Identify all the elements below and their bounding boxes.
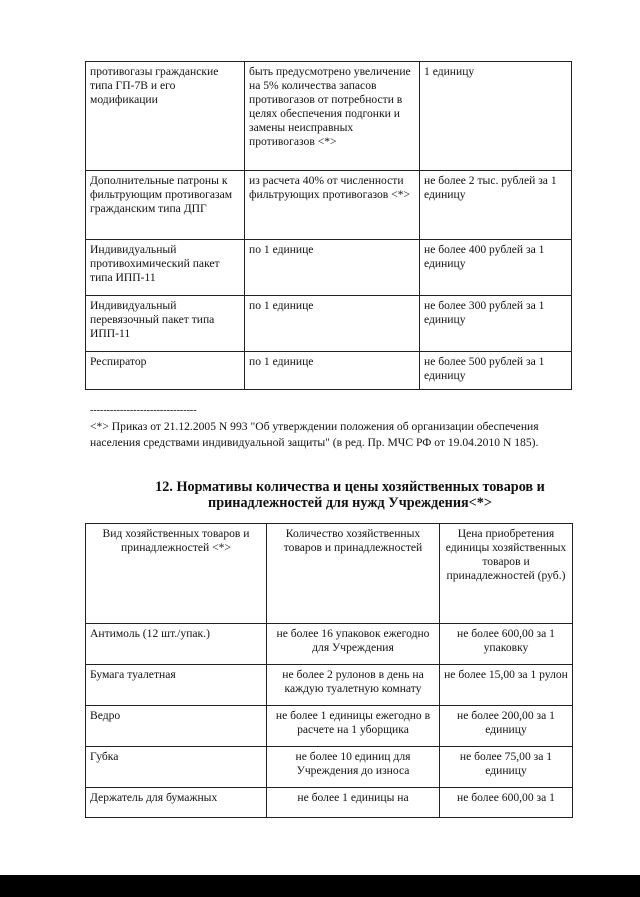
- table-row: [86, 352, 572, 390]
- item-name-cell: Бумага туалетная: [86, 665, 267, 706]
- scan-edge-bar: [0, 875, 640, 897]
- item-name-cell: Индивидуальный перевязочный пакет типа ИПП-11: [86, 296, 245, 352]
- ppe-norms-table: [85, 61, 572, 390]
- quantity-cell: по 1 единице: [245, 352, 420, 390]
- price-cell: 1 единицу: [420, 62, 572, 171]
- table-row: [86, 624, 573, 665]
- price-cell: не более 300 рублей за 1 единицу: [420, 296, 572, 352]
- quantity-cell: по 1 единице: [245, 296, 420, 352]
- item-name-cell: Ведро: [86, 706, 267, 747]
- price-cell: не более 400 рублей за 1 единицу: [420, 240, 572, 296]
- item-name-cell: Держатель для бумажных: [86, 788, 267, 818]
- quantity-cell: не более 1 единицы на: [267, 788, 440, 818]
- item-name-cell: Губка: [86, 747, 267, 788]
- column-header-quantity: Количество хозяйственных товаров и принадлежностей: [267, 524, 440, 624]
- table-row: [86, 747, 573, 788]
- table-row: [86, 788, 573, 818]
- table-row: [86, 665, 573, 706]
- quantity-cell: по 1 единице: [245, 240, 420, 296]
- quantity-cell: не более 16 упаковок ежегодно для Учреждения: [267, 624, 440, 665]
- column-header-item: Вид хозяйственных товаров и принадлежностей <*>: [86, 524, 267, 624]
- price-cell: не более 600,00 за 1 упаковку: [440, 624, 573, 665]
- table-row: [86, 62, 572, 171]
- price-cell: не более 200,00 за 1 единицу: [440, 706, 573, 747]
- household-goods-table: [85, 523, 573, 818]
- quantity-cell: не более 10 единиц для Учреждения до износа: [267, 747, 440, 788]
- price-cell: не более 75,00 за 1 единицу: [440, 747, 573, 788]
- section-heading: 12. Нормативы количества и цены хозяйственных товаров и принадлежностей для нужд Учреждения<*>: [155, 479, 545, 511]
- price-cell: не более 2 тыс. рублей за 1 единицу: [420, 171, 572, 240]
- footnote-separator: --------------------------------: [90, 405, 197, 416]
- price-cell: не более 500 рублей за 1 единицу: [420, 352, 572, 390]
- item-name-cell: Индивидуальный противохимический пакет типа ИПП-11: [86, 240, 245, 296]
- footnote-text: <*> Приказ от 21.12.2005 N 993 "Об утверждении положения об организации обеспечения населения средствами индивидуальной защиты" (в ред. Пр. МЧС РФ от 19.04.2010 N 185).: [90, 420, 539, 449]
- price-cell: не более 15,00 за 1 рулон: [440, 665, 573, 706]
- item-name-cell: Дополнительные патроны к фильтрующим противогазам гражданским типа ДПГ: [86, 171, 245, 240]
- quantity-cell: не более 1 единицы ежегодно в расчете на 1 уборщика: [267, 706, 440, 747]
- price-cell: не более 600,00 за 1: [440, 788, 573, 818]
- table-row: [86, 706, 573, 747]
- table-row: [86, 171, 572, 240]
- item-name-cell: противогазы гражданские типа ГП-7В и его модификации: [86, 62, 245, 171]
- item-name-cell: Респиратор: [86, 352, 245, 390]
- table-row: [86, 240, 572, 296]
- table-header-row: [86, 524, 573, 624]
- table-row: [86, 296, 572, 352]
- quantity-cell: из расчета 40% от численности фильтрующих противогазов <*>: [245, 171, 420, 240]
- column-header-price: Цена приобретения единицы хозяйственных товаров и принадлежностей (руб.): [440, 524, 573, 624]
- quantity-cell: не более 2 рулонов в день на каждую туалетную комнату: [267, 665, 440, 706]
- item-name-cell: Антимоль (12 шт./упак.): [86, 624, 267, 665]
- quantity-cell: быть предусмотрено увеличение на 5% количества запасов противогазов от потребности в целях обеспечения подгонки и замены неисправных противогазов <*>: [245, 62, 420, 171]
